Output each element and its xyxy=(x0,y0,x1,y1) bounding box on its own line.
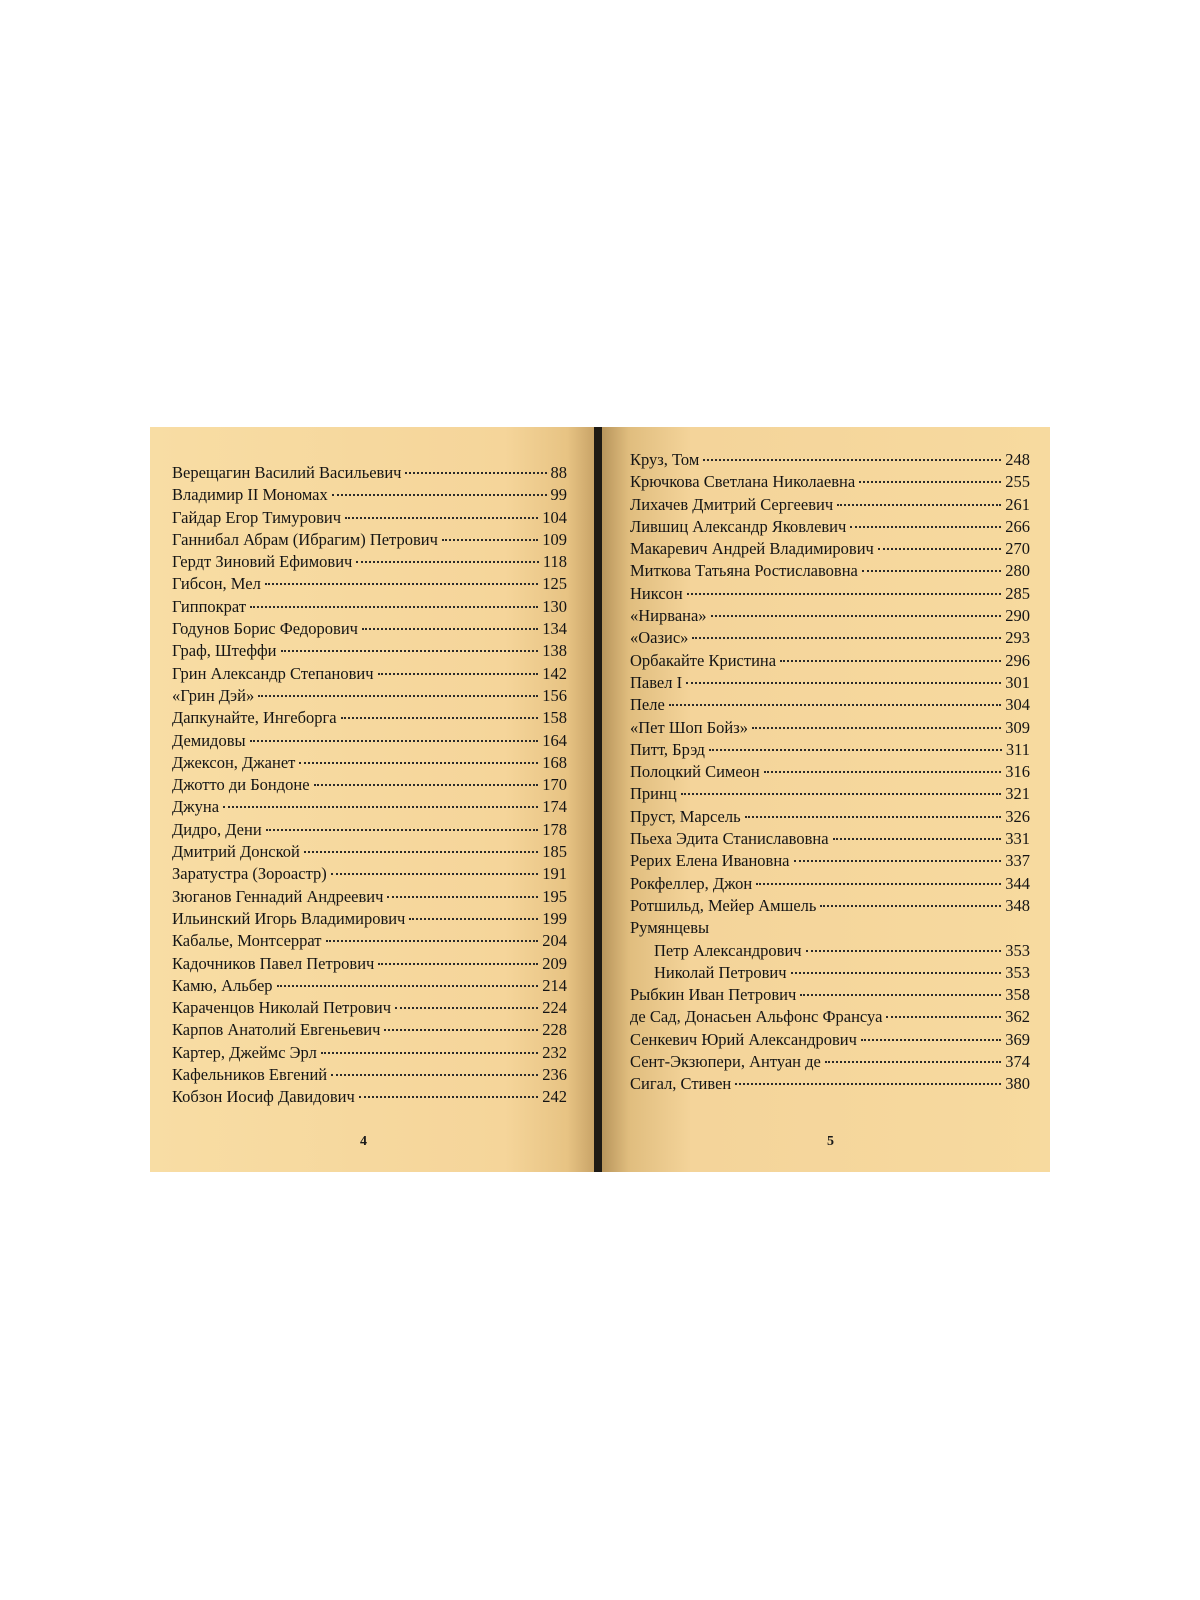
entry-title: Кабалье, Монтсеррат xyxy=(172,931,322,951)
dot-leader xyxy=(321,1051,538,1054)
entry-title: Сент-Экзюпери, Антуан де xyxy=(630,1052,821,1072)
dot-leader xyxy=(800,993,1001,996)
contents-entry xyxy=(630,941,1030,963)
dot-leader xyxy=(223,805,538,808)
entry-page-number: 232 xyxy=(542,1042,567,1062)
contents-entry xyxy=(172,998,567,1020)
entry-title: Владимир II Мономах xyxy=(172,485,328,505)
entry-page-number: 304 xyxy=(1005,695,1030,715)
contents-entry xyxy=(630,1007,1030,1029)
dot-leader xyxy=(341,716,539,719)
contents-entry xyxy=(172,597,567,619)
dot-leader xyxy=(265,582,538,585)
entry-page-number: 99 xyxy=(550,485,567,505)
contents-entry xyxy=(172,1065,567,1087)
entry-title: Рыбкин Иван Петрович xyxy=(630,985,797,1005)
dot-leader xyxy=(362,627,538,630)
dot-leader xyxy=(825,1060,1001,1063)
dot-leader xyxy=(359,1095,538,1098)
contents-entry xyxy=(630,963,1030,985)
entry-title: Зюганов Геннадий Андреевич xyxy=(172,886,384,906)
entry-page-number: 316 xyxy=(1005,762,1030,782)
entry-title: Заратустра (Зороастр) xyxy=(172,864,327,884)
contents-entry xyxy=(172,909,567,931)
entry-page-number: 242 xyxy=(542,1087,567,1107)
entry-page-number: 326 xyxy=(1005,806,1030,826)
entry-title: Дапкунайте, Ингеборга xyxy=(172,708,337,728)
entry-page-number: 134 xyxy=(542,619,567,639)
entry-title: Картер, Джеймс Эрл xyxy=(172,1042,317,1062)
dot-leader xyxy=(703,458,1001,461)
entry-page-number: 236 xyxy=(542,1065,567,1085)
entry-title: Ильинский Игорь Владимирович xyxy=(172,908,406,928)
entry-title: Сигал, Стивен xyxy=(630,1074,732,1094)
contents-entry xyxy=(172,463,567,485)
entry-title: Пеле xyxy=(630,695,665,715)
contents-entry xyxy=(172,976,567,998)
entry-title: Пруст, Марсель xyxy=(630,806,741,826)
entry-title: Кобзон Иосиф Давидович xyxy=(172,1087,355,1107)
dot-leader xyxy=(859,480,1001,483)
contents-entry xyxy=(630,985,1030,1007)
entry-page-number: 214 xyxy=(542,975,567,995)
entry-page-number: 380 xyxy=(1005,1074,1030,1094)
contents-list-right xyxy=(630,450,1030,1097)
left-page xyxy=(150,427,594,1172)
entry-page-number: 104 xyxy=(542,507,567,527)
entry-page-number: 130 xyxy=(542,596,567,616)
entry-page-number: 301 xyxy=(1005,672,1030,692)
dot-leader xyxy=(861,1038,1001,1041)
dot-leader xyxy=(314,783,539,786)
entry-page-number: 228 xyxy=(542,1020,567,1040)
contents-entry xyxy=(630,851,1030,873)
dot-leader xyxy=(886,1015,1001,1018)
entry-title: Годунов Борис Федорович xyxy=(172,619,358,639)
dot-leader xyxy=(794,859,1002,862)
entry-title: Полоцкий Симеон xyxy=(630,762,760,782)
dot-leader xyxy=(387,895,538,898)
entry-page-number: 266 xyxy=(1005,516,1030,536)
dot-leader xyxy=(837,503,1001,506)
contents-entry xyxy=(172,753,567,775)
entry-page-number: 337 xyxy=(1005,851,1030,871)
dot-leader xyxy=(780,659,1001,662)
entry-page-number: 209 xyxy=(542,953,567,973)
contents-entry xyxy=(630,740,1030,762)
entry-title: Рерих Елена Ивановна xyxy=(630,851,790,871)
entry-page-number: 321 xyxy=(1005,784,1030,804)
entry-page-number: 369 xyxy=(1005,1029,1030,1049)
dot-leader xyxy=(878,547,1001,550)
dot-leader xyxy=(304,850,538,853)
entry-title: Орбакайте Кристина xyxy=(630,650,777,670)
contents-entry xyxy=(172,574,567,596)
entry-page-number: 290 xyxy=(1005,606,1030,626)
entry-title: Гибсон, Мел xyxy=(172,574,261,594)
contents-entry xyxy=(630,584,1030,606)
entry-page-number: 255 xyxy=(1005,472,1030,492)
entry-page-number: 191 xyxy=(542,864,567,884)
dot-leader xyxy=(735,1082,1001,1085)
dot-leader xyxy=(409,917,538,920)
entry-title: Николай Петрович xyxy=(654,962,787,982)
entry-title: Круз, Том xyxy=(630,450,700,469)
entry-title: Пьеха Эдита Станиславовна xyxy=(630,829,829,849)
contents-entry xyxy=(172,731,567,753)
contents-entry xyxy=(630,829,1030,851)
contents-entry xyxy=(630,450,1030,472)
contents-entry xyxy=(172,931,567,953)
dot-leader xyxy=(250,605,538,608)
dot-leader xyxy=(442,538,538,541)
entry-page-number: 168 xyxy=(542,752,567,772)
contents-entry xyxy=(172,797,567,819)
entry-title: де Сад, Донасьен Альфонс Франсуа xyxy=(630,1007,883,1027)
entry-page-number: 362 xyxy=(1005,1007,1030,1027)
entry-title: Ганнибал Абрам (Ибрагим) Петрович xyxy=(172,529,438,549)
dot-leader xyxy=(395,1006,538,1009)
contents-entry xyxy=(172,664,567,686)
entry-title: Камю, Альбер xyxy=(172,975,273,995)
dot-leader xyxy=(850,525,1001,528)
entry-title: Румянцевы xyxy=(630,918,710,938)
entry-title: Кадочников Павел Петрович xyxy=(172,953,375,973)
entry-title: Дмитрий Донской xyxy=(172,842,300,862)
dot-leader xyxy=(711,614,1002,617)
dot-leader xyxy=(752,726,1001,729)
dot-leader xyxy=(384,1028,538,1031)
contents-entry xyxy=(630,1074,1030,1096)
entry-page-number: 195 xyxy=(542,886,567,906)
entry-title: Крючкова Светлана Николаевна xyxy=(630,472,856,492)
contents-entry xyxy=(172,775,567,797)
contents-entry xyxy=(172,1043,567,1065)
dot-leader xyxy=(687,592,1001,595)
entry-page-number: 88 xyxy=(550,463,567,482)
dot-leader xyxy=(332,493,547,496)
dot-leader xyxy=(820,904,1001,907)
contents-entry xyxy=(172,1020,567,1042)
contents-entry xyxy=(172,485,567,507)
entry-page-number: 224 xyxy=(542,998,567,1018)
entry-title: Караченцов Николай Петрович xyxy=(172,998,392,1018)
contents-entry xyxy=(630,472,1030,494)
entry-page-number: 199 xyxy=(542,908,567,928)
dot-leader xyxy=(331,872,539,875)
entry-page-number: 296 xyxy=(1005,650,1030,670)
entry-title: Миткова Татьяна Ростиславовна xyxy=(630,561,858,581)
entry-title: Джотто ди Бондоне xyxy=(172,775,310,795)
entry-title: Принц xyxy=(630,784,677,804)
entry-page-number: 353 xyxy=(1005,940,1030,960)
dot-leader xyxy=(378,672,539,675)
entry-page-number: 348 xyxy=(1005,895,1030,915)
dot-leader xyxy=(669,703,1001,706)
dot-leader xyxy=(378,962,538,965)
entry-title: Гердт Зиновий Ефимович xyxy=(172,552,353,572)
dot-leader xyxy=(277,984,539,987)
contents-entry xyxy=(630,1052,1030,1074)
contents-entry xyxy=(172,641,567,663)
entry-page-number: 142 xyxy=(542,663,567,683)
entry-page-number: 170 xyxy=(542,775,567,795)
dot-leader xyxy=(686,681,1001,684)
dot-leader xyxy=(331,1073,538,1076)
page-number: 5 xyxy=(827,1134,834,1149)
contents-entry xyxy=(172,530,567,552)
contents-entry xyxy=(172,842,567,864)
contents-entry xyxy=(630,606,1030,628)
dot-leader xyxy=(681,792,1002,795)
dot-leader xyxy=(764,770,1002,773)
entry-page-number: 158 xyxy=(542,708,567,728)
entry-title: «Оазис» xyxy=(630,628,689,648)
contents-list-left xyxy=(172,463,567,1110)
contents-entry xyxy=(172,686,567,708)
entry-title: Джексон, Джанет xyxy=(172,752,296,772)
entry-page-number: 344 xyxy=(1005,873,1030,893)
entry-title: «Грин Дэй» xyxy=(172,685,255,705)
contents-entry xyxy=(172,619,567,641)
contents-entry xyxy=(172,508,567,530)
dot-leader xyxy=(281,649,539,652)
entry-page-number: 311 xyxy=(1005,739,1030,759)
contents-entry xyxy=(630,784,1030,806)
contents-entry xyxy=(630,628,1030,650)
contents-entry xyxy=(172,887,567,909)
entry-title: «Пет Шоп Бойз» xyxy=(630,717,748,737)
dot-leader xyxy=(266,828,539,831)
dot-leader xyxy=(833,837,1002,840)
entry-title: Граф, Штеффи xyxy=(172,641,277,661)
contents-entry xyxy=(630,896,1030,918)
entry-page-number: 185 xyxy=(542,842,567,862)
contents-entry xyxy=(630,651,1030,673)
entry-page-number: 270 xyxy=(1005,539,1030,559)
entry-title: Гайдар Егор Тимурович xyxy=(172,507,342,527)
entry-title: Питт, Брэд xyxy=(630,739,705,759)
entry-title: Карпов Анатолий Евгеньевич xyxy=(172,1020,381,1040)
entry-title: Джуна xyxy=(172,797,220,817)
dot-leader xyxy=(345,516,538,519)
entry-page-number: 178 xyxy=(542,819,567,839)
entry-title: Лившиц Александр Яковлевич xyxy=(630,516,847,536)
contents-entry xyxy=(630,874,1030,896)
entry-page-number: 331 xyxy=(1005,829,1030,849)
dot-leader xyxy=(405,471,546,474)
entry-title: Ротшильд, Мейер Амшель xyxy=(630,895,817,915)
entry-page-number: 261 xyxy=(1005,494,1030,514)
dot-leader xyxy=(250,739,539,742)
contents-entry xyxy=(172,864,567,886)
contents-entry xyxy=(172,954,567,976)
entry-title: Дидро, Дени xyxy=(172,819,262,839)
contents-entry xyxy=(630,495,1030,517)
dot-leader xyxy=(356,560,539,563)
dot-leader xyxy=(791,971,1002,974)
dot-leader xyxy=(709,748,1002,751)
contents-entry xyxy=(630,539,1030,561)
dot-leader xyxy=(862,569,1001,572)
contents-entry xyxy=(630,695,1030,717)
dot-leader xyxy=(326,939,539,942)
entry-title: Кафельников Евгений xyxy=(172,1065,328,1085)
entry-title: Рокфеллер, Джон xyxy=(630,873,753,893)
entry-page-number: 156 xyxy=(542,685,567,705)
entry-page-number: 174 xyxy=(542,797,567,817)
entry-page-number: 280 xyxy=(1005,561,1030,581)
open-book xyxy=(150,427,1050,1172)
contents-entry xyxy=(630,673,1030,695)
entry-title: Верещагин Василий Васильевич xyxy=(172,463,402,482)
entry-title: Сенкевич Юрий Александрович xyxy=(630,1029,857,1049)
entry-page-number: 125 xyxy=(542,574,567,594)
entry-title: «Нирвана» xyxy=(630,606,707,626)
entry-page-number: 118 xyxy=(542,552,567,572)
contents-entry xyxy=(630,517,1030,539)
entry-page-number: 309 xyxy=(1005,717,1030,737)
entry-title: Петр Александрович xyxy=(654,940,802,960)
entry-title: Грин Александр Степанович xyxy=(172,663,374,683)
entry-page-number: 358 xyxy=(1005,985,1030,1005)
entry-page-number: 109 xyxy=(542,529,567,549)
dot-leader xyxy=(756,882,1001,885)
contents-entry xyxy=(630,762,1030,784)
entry-page-number: 248 xyxy=(1005,450,1030,469)
entry-page-number: 374 xyxy=(1005,1052,1030,1072)
contents-entry xyxy=(630,807,1030,829)
page-number: 4 xyxy=(360,1134,367,1149)
entry-title: Павел I xyxy=(630,672,683,692)
dot-leader xyxy=(258,694,538,697)
dot-leader xyxy=(299,761,538,764)
contents-entry xyxy=(172,1087,567,1109)
entry-title: Макаревич Андрей Владимирович xyxy=(630,539,874,559)
contents-entry xyxy=(172,820,567,842)
entry-title: Демидовы xyxy=(172,730,246,750)
contents-entry xyxy=(630,1030,1030,1052)
entry-title: Лихачев Дмитрий Сергеевич xyxy=(630,494,834,514)
contents-entry xyxy=(630,718,1030,740)
entry-page-number: 353 xyxy=(1005,962,1030,982)
contents-entry xyxy=(172,552,567,574)
entry-page-number: 293 xyxy=(1005,628,1030,648)
entry-page-number: 285 xyxy=(1005,583,1030,603)
entry-page-number: 204 xyxy=(542,931,567,951)
entry-title: Никсон xyxy=(630,583,683,603)
entry-page-number: 164 xyxy=(542,730,567,750)
contents-entry xyxy=(172,708,567,730)
dot-leader xyxy=(745,815,1002,818)
contents-entry xyxy=(630,561,1030,583)
entry-title: Гиппократ xyxy=(172,596,247,616)
entry-page-number: 138 xyxy=(542,641,567,661)
right-page xyxy=(602,427,1050,1172)
dot-leader xyxy=(806,949,1002,952)
dot-leader xyxy=(692,636,1001,639)
contents-entry xyxy=(630,918,1030,940)
